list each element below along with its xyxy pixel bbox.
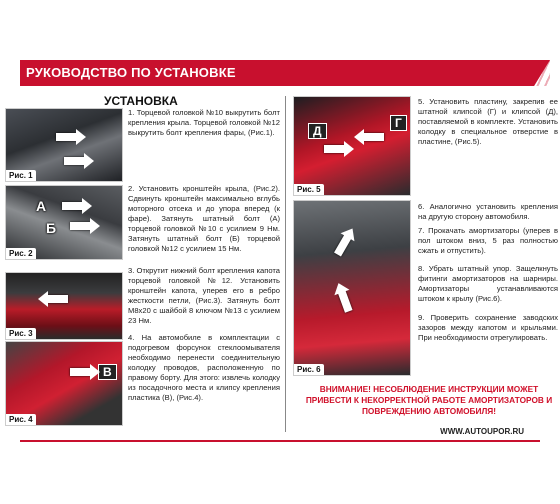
step-4-text: 4. На автомобиле в комплектации с подогревом форсунок стеклоомывателя необходимо перенести соединительную колодку проводов, расположенную по правому борту. Для этого: извлечь колодку из посадочного места и клипсу крепления пластика (В), (Рис.4). bbox=[128, 333, 280, 403]
figure-2-photo bbox=[5, 185, 123, 260]
section-title: УСТАНОВКА bbox=[104, 94, 178, 108]
step-6-text: 6. Аналогично установить крепления на другую сторону автомобиля. bbox=[418, 202, 558, 222]
pointer-arrow-icon bbox=[56, 133, 78, 141]
pointer-arrow-icon bbox=[70, 368, 92, 376]
step-5-text: 5. Установить пластину, закрепив ее штатной клипсой (Г) и клипсой (Д), поставляемой в комплекте. Установить колодку в специальное отверстие в пластине, (Рис.5). bbox=[418, 97, 558, 147]
pointer-arrow-icon bbox=[334, 233, 352, 256]
header-banner bbox=[20, 60, 550, 86]
step-2-text: 2. Установить кронштейн крыла, (Рис.2). Сдвинуть кронштейн максимально вглубь моторного отсека и до упора вперед (к фаре). Затянуть штатный болт (А) торцевой головкой №10 с усилием 9 Нм. Затянуть штатный болт (Б) торцевой головкой №12 с усилием 15 Нм. bbox=[128, 184, 280, 254]
figure-4-photo bbox=[5, 341, 123, 426]
figure-label: В bbox=[98, 364, 117, 380]
figure-caption: Рис. 1 bbox=[6, 170, 36, 181]
figure-1-photo bbox=[5, 108, 123, 182]
banner-title: РУКОВОДСТВО ПО УСТАНОВКЕ bbox=[26, 65, 236, 80]
warning-notice: ВНИМАНИЕ! НЕСОБЛЮДЕНИЕ ИНСТРУКЦИИ МОЖЕТ ПРИВЕСТИ К НЕКОРРЕКТНОЙ РАБОТЕ АМОРТИЗАТОРОВ И ПОВРЕЖДЕНИЮ АВТОМОБИЛЯ! bbox=[305, 384, 553, 416]
figure-3-photo bbox=[5, 272, 123, 340]
column-divider bbox=[285, 96, 286, 432]
pointer-arrow-icon bbox=[362, 133, 384, 141]
step-9-text: 9. Проверить сохранение заводских зазоров между капотом и крыльями. При необходимости отрегулировать. bbox=[418, 313, 558, 343]
banner-stripes bbox=[512, 60, 550, 86]
step-3-text: 3. Открутит нижний болт крепления капота торцевой головкой №12. Установить кронштейн капота, уперев его в ребро жесткости петли, (Рис.3). Затянуть болт М8х20 с шайбой 8 ключом №13 с усилием 23 Нм. bbox=[128, 266, 280, 326]
step-1-text: 1. Торцевой головкой №10 выкрутить болт крепления крыла. Торцевой головкой №12 выкрутить болт крепления фары, (Рис.1). bbox=[128, 108, 280, 138]
figure-caption: Рис. 3 bbox=[6, 328, 36, 339]
figure-caption: Рис. 4 bbox=[6, 414, 36, 425]
pointer-arrow-icon bbox=[62, 202, 84, 210]
footer-url[interactable]: WWW.AUTOUPOR.RU bbox=[440, 427, 524, 436]
step-8-text: 8. Убрать штатный упор. Защелкнуть фитинги амортизаторов на шарниры. Амортизаторы устанавливаются штоком к крылу (Рис.6). bbox=[418, 264, 558, 304]
figure-label: Д bbox=[308, 123, 327, 139]
pointer-arrow-icon bbox=[337, 289, 352, 312]
figure-5-photo bbox=[293, 96, 411, 196]
figure-caption: Рис. 5 bbox=[294, 184, 324, 195]
figure-caption: Рис. 2 bbox=[6, 248, 36, 259]
step-7-text: 7. Прокачать амортизаторы (уперев в пол штоком вниз, 5 раз полностью сжать и отпустить). bbox=[418, 226, 558, 256]
figure-label: Б bbox=[46, 220, 57, 236]
figure-6-photo bbox=[293, 200, 411, 376]
figure-label: Г bbox=[390, 115, 407, 131]
footer-divider bbox=[20, 440, 540, 442]
pointer-arrow-icon bbox=[324, 145, 346, 153]
figure-caption: Рис. 6 bbox=[294, 364, 324, 375]
pointer-arrow-icon bbox=[64, 157, 86, 165]
pointer-arrow-icon bbox=[70, 222, 92, 230]
pointer-arrow-icon bbox=[46, 295, 68, 303]
figure-label: А bbox=[36, 198, 47, 214]
